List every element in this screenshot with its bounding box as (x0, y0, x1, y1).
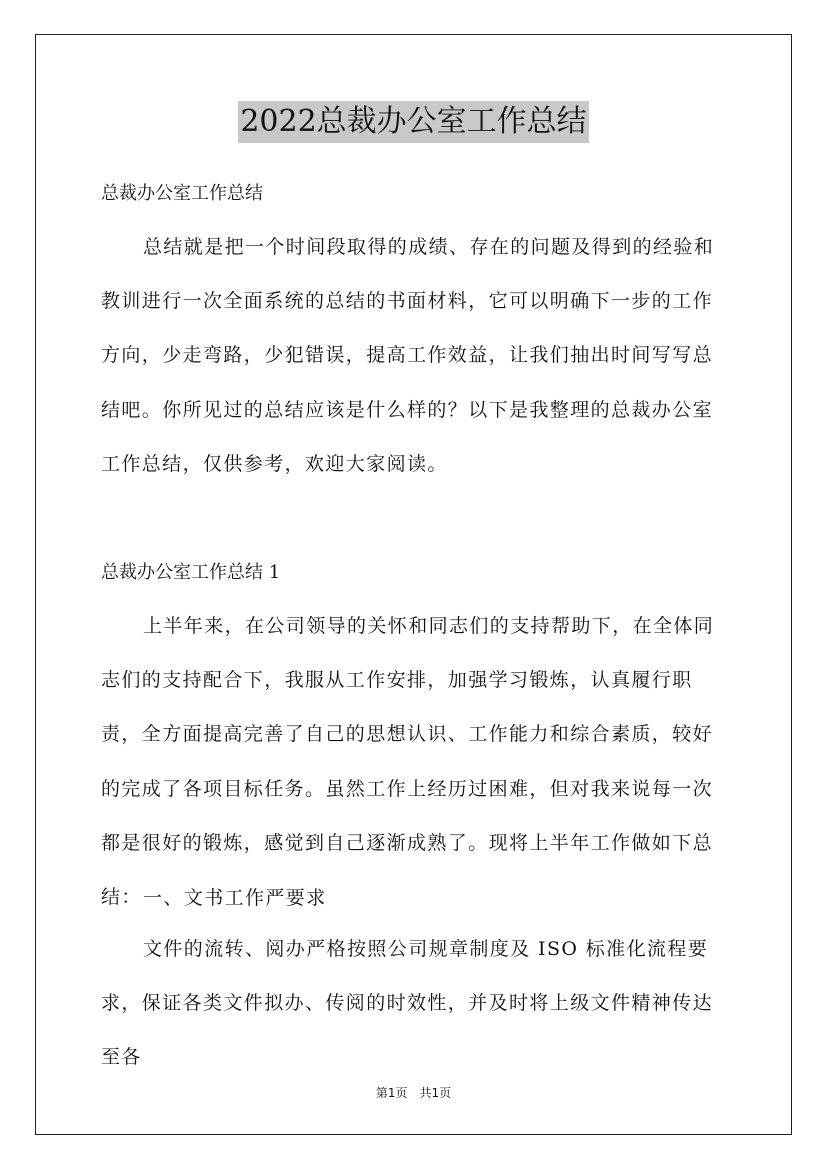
intro-paragraph: 总结就是把一个时间段取得的成绩、存在的问题及得到的经验和教训进行一次全面系统的总结的书面材料，它可以明确下一步的工作方向，少走弯路，少犯错误，提高工作效益，让我们抽出时间写写总结吧。你所见过的总结应该是什么样的？以下是我整理的总裁办公室工作总结，仅供参考，欢迎大家阅读。 (101, 236, 715, 475)
section-heading: 总裁办公室工作总结 (101, 183, 263, 204)
section1-heading: 总裁办公室工作总结 1 (101, 562, 281, 583)
document-title: 2022总裁办公室工作总结 (238, 101, 588, 143)
document-work-paragraph: 文件的流转、阅办严格按照公司规章制度及 ISO 标准化流程要求，保证各类文件拟办、传阅的时效性，并及时将上级文件精神传达至各 (101, 938, 714, 1069)
title-container (0, 101, 827, 143)
section1-paragraph: 上半年来，在公司领导的关怀和同志们的支持帮助下，在全体同志们的支持配合下，我服从工作安排，加强学习锻炼，认真履行职责，全方面提高完善了自己的思想认识、工作能力和综合素质，较好的完成了各项目标任务。虽然工作上经历过困难，但对我来说每一次都是很好的锻炼，感觉到自己逐渐成熟了。现将上半年工作做如下总结： (101, 615, 715, 909)
subheading-document-work: 一、文书工作严要求 (143, 887, 327, 909)
page-number-footer: 第1页 共1页 (375, 1086, 452, 1100)
